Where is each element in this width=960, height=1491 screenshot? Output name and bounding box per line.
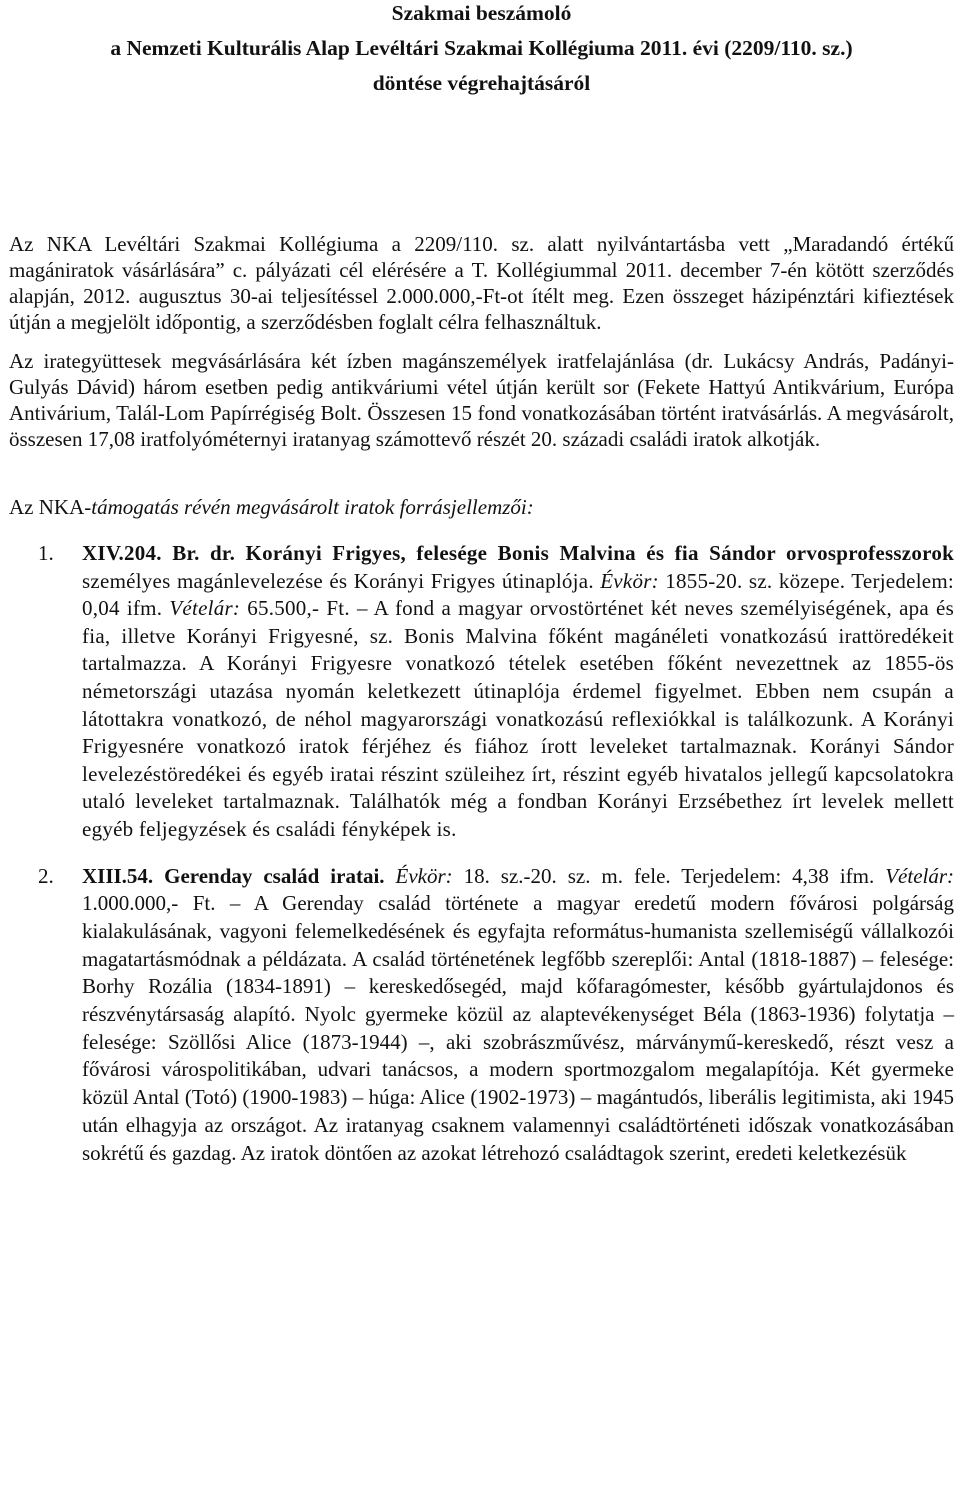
list-item-body: [82, 863, 954, 1168]
title-line-2: a Nemzeti Kulturális Alap Levéltári Szakmai Kollégiuma 2011. évi (2209/110. sz.): [110, 36, 853, 60]
fond-title: XIII.54. Gerenday család iratai.: [82, 863, 385, 888]
fond-text: – A Gerenday család története a magyar eredetű modern fővárosi polgárság kialakulásának, vagyoni felemelkedésének és egyfajta református-humanista szellemiségű vállalkozói magatartásmódnak a példázata. A család történetének legfőbb szereplői: Antal (1818-1887) – felesége: Borhy Rozália (1834-1891) – kereskedősegéd, majd kőfaragómester, később gyártulajdonos és részvénytársaság alapító. Nyolc gyermeke közül az alaptevékenységet Béla (1863-1936) folytatja – felesége: Szöllősi Alice (1873-1944) –, aki szobrászművész, márványmű-kereskedő, részt vesz a fővárosi várospolitikában, udvari tanácsos, a modern sportmozgalom megalapítója. Két gyermeke közül Antal (Totó) (1900-1983) – húga: Alice (1902-1973) – magántudós, liberális legitimista, aki 1945 után elhagyja az országot. Az iratanyag csaknem valamennyi családtörténeti időszak vonatkozásában sokrétű és gazdag. Az iratok döntően az azokat létrehozó családtagok szerint, eredeti keletkezésük: [82, 891, 954, 1165]
title-line-3: döntése végrehajtásáról: [372, 71, 591, 95]
vetelar-label: Vételár:: [885, 863, 955, 888]
fond-name: Korányi Frigyes, felesége Bonis Malvina és fia Sándor orvosprofesszorok: [245, 541, 954, 565]
fond-code: XIV.204. Br. dr.: [82, 541, 236, 565]
list-item-number: 2.: [38, 863, 54, 888]
section-lead-normal: Az NKA-: [9, 495, 92, 519]
evkor-value: 1855-20. sz. közepe. Terjedelem: 0,04 ifm.: [82, 568, 955, 621]
title-line-1: Szakmai beszámoló: [391, 1, 572, 25]
document-page: [9, 0, 954, 1167]
evkor-label: Évkör:: [395, 863, 453, 888]
evkor-value: 18. sz.-20. sz. m. fele. Terjedelem: 4,38 ifm.: [463, 863, 875, 888]
section-lead: [9, 494, 954, 520]
list-item: [9, 540, 954, 844]
list-item-number: 1.: [38, 541, 54, 565]
purchase-paragraph: Az irategyüttesek megvásárlására két ízben magánszemélyek iratfelajánlása (dr. Lukácsy András, Padányi-Gulyás Dávid) három esetben pedig antikváriumi vétel útján került sor (Fekete Hattyú Antikvárium, Európa Antivárium, Talál-Lom Papírrégiség Bolt. Összesen 15 fond vonatkozásában történt iratvásárlás. A megvásárolt, összesen 17,08 iratfolyóméternyi iratanyag számottevő részét 20. századi családi iratok alkotják.: [9, 349, 954, 451]
section-lead-italic: támogatás révén megvásárolt iratok forrásjellemzői:: [91, 495, 534, 519]
fond-description: személyes magánlevelezése és Korányi Frigyes útinaplója.: [82, 568, 594, 593]
evkor-label: Évkör:: [600, 568, 659, 593]
report-title: [9, 0, 954, 101]
list-item: [9, 863, 954, 1168]
vetelar-value: 65.500,- Ft.: [247, 596, 350, 621]
fond-text: – A fond a magyar orvostörténet két neves személyiségének, apa és fia, illetve Korányi Frigyesné, sz. Bonis Malvina főként magánéleti vonatkozású irattöredékeit tartalmazza. A Korányi Frigyesre vonatkozó tételek esetében főként nevezettnek az 1855-ös németországi utazása nyomán keletkezett útinaplója érdemel figyelmet. Ebben nem csupán a látottakra vonatkozó, de néhol magyarországi vonatkozású reflexiókkal is találkozunk. A Korányi Frigyesnére vonatkozó iratok férjéhez és fiához írott leveleket tartalmaznak. Korányi Sándor levelezéstöredékei és egyéb iratai részint szüleihez írt, részint egyéb hivatalos jellegű kapcsolatokra utaló leveleket tartalmaznak. Találhatók még a fondban Korányi Erzsébethez írt levelek mellett egyéb feljegyzések és családi fényképek is.: [82, 596, 955, 841]
intro-paragraph: Az NKA Levéltári Szakmai Kollégiuma a 2209/110. sz. alatt nyilvántartásba vett „Maradandó értékű magániratok vásárlására” c. pályázati cél elérésére a T. Kollégiummal 2011. december 7-én kötött szerződés alapján, 2012. augusztus 30-ai teljesítéssel 2.000.000,-Ft-ot ítélt meg. Ezen összeget házipénztári kifieztések útján a megjelölt időpontig, a szerződésben foglalt célra felhasználtuk.: [9, 232, 954, 334]
list-item-body: [82, 540, 954, 844]
vetelar-label: Vételár:: [169, 596, 241, 621]
vetelar-value: 1.000.000,- Ft.: [82, 891, 216, 916]
